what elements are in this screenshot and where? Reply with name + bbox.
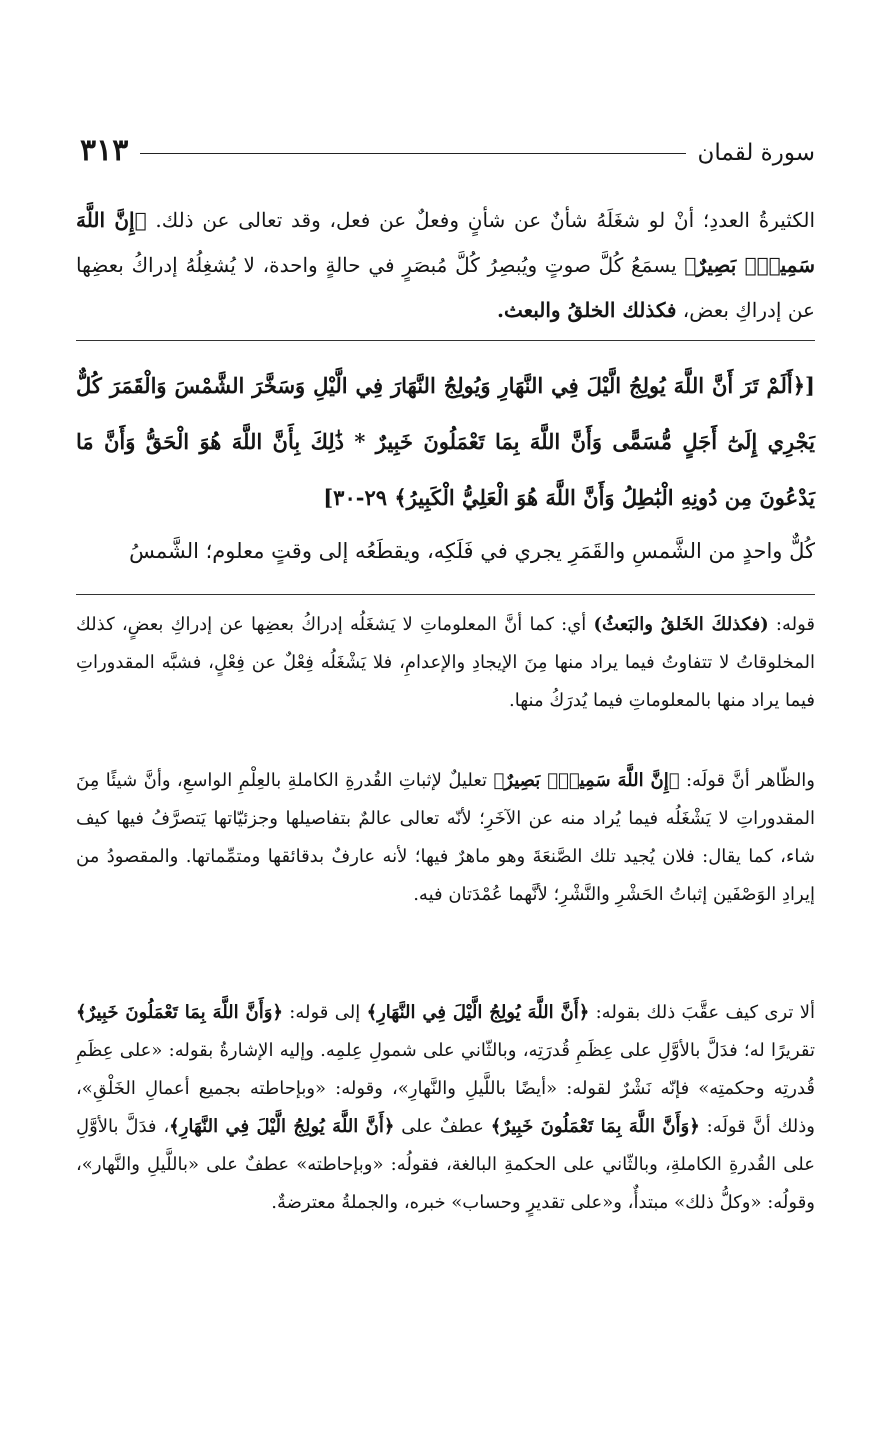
commentary-text: عطفٌ على <box>394 1116 491 1137</box>
main-continuation: كُلٌّ واحدٍ من الشَّمسِ والقَمَرِ يجري في فَلَكِه، ويقطَعُه إلى وقتٍ معلوم؛ الشَّمسُ <box>129 539 815 563</box>
quran-quote: ﴿إِنَّ اللَّهَ سَمِيعُۢ بَصِيرٌ﴾ <box>76 208 815 277</box>
commentary-text: أي: كما أنَّ المعلوماتِ لا يَشغَلُه إدراكُ بعضِها عن إدراكِ بعضٍ، كذلك المخلوقاتُ لا تتفاوتُ فيما يراد منها مِنَ الإيجادِ والإعدامِ، فلا يَشْغَلُه فِعْلٌ عن فِعْلٍ، فشبَّه المقدوراتِ فيما يراد منها بالمعلوماتِ فيما يُدرَكُ منها. <box>76 614 815 711</box>
main-paragraph <box>76 198 815 333</box>
commentary-paragraph <box>76 762 815 914</box>
commentary-text: إلى قوله: <box>282 1002 367 1023</box>
quran-quote: ﴿وَأَنَّ اللَّهَ بِمَا تَعْمَلُونَ خَبِيرٌ﴾ <box>490 1116 700 1137</box>
bold-phrase: فكذلك الخلقُ والبعث. <box>496 298 677 322</box>
commentary-text: قوله: <box>768 614 815 635</box>
quran-quote: ﴿وَأَنَّ اللَّهَ بِمَا تَعْمَلُونَ خَبِيرٌ﴾ <box>76 1002 283 1023</box>
bold-phrase: (فكذلكَ الخَلقُ والبَعثُ) <box>593 614 769 635</box>
commentary-text: تقريرًا له؛ فدَلَّ بالأوَّلِ على عِظَمِ قُدرَتِه، وبالثّاني على شمولِ عِلمِه. وإليه الإشارةُ بقوله: «على عِظَمِ قُدرتِه وحكمتِه» فإنّه نَشْرٌ لقوله: «أيضًا باللَّيلِ والنَّهارِ»، وقوله: «وبإحاطته بجميع أعمالِ الخَلْقِ»، وذلك أنَّ قولَه: <box>76 1040 815 1137</box>
main-text: الكثيرةُ العددِ؛ أنْ لو شغَلَهُ شأنٌ عن شأنٍ وفعلٌ عن فعل، وقد تعالى عن ذلك. <box>146 208 816 232</box>
footnote-divider <box>76 594 815 595</box>
page-number: ٣١٣ <box>80 133 129 168</box>
page-header <box>80 118 815 168</box>
commentary-text: والظّاهر أنَّ قولَه: <box>679 770 815 791</box>
verse-block: [﴿أَلَمْ تَرَ أَنَّ اللَّهَ يُولِجُ الَّيْلَ فِي النَّهَارِ وَيُولِجُ النَّهَارَ فِي الَّيْلِ وَسَخَّرَ الشَّمْسَ وَالْقَمَرَ كُلٌّ يَجْرِي إِلَىٰٓ أَجَلٍ مُّسَمًّى وَأَنَّ اللَّهَ بِمَا تَعْمَلُونَ خَبِيرٌ * ذَٰلِكَ بِأَنَّ اللَّهَ هُوَ الْحَقُّ وَأَنَّ مَا يَدْعُونَ مِن دُونِهِ الْبَٰطِلُ وَأَنَّ اللَّهَ هُوَ الْعَلِيُّ الْكَبِيرُ﴾ ٢٩-٣٠] <box>76 373 815 510</box>
surah-title: سورة لقمان <box>697 140 815 166</box>
commentary-text: تعليلٌ لإثباتِ القُدرةِ الكاملةِ بالعِلْمِ الواسعِ، وأنَّ شيئًا مِنَ المقدوراتِ لا يَشْغَلُه فيما يُراد منه عن الآخَرِ؛ لأنّه تعالى عالمٌ بتفاصيلها وجزئيّاتها يَتصرَّفُ فيها كيف شاء، كما يقال: فلان يُجيد تلك الصَّنعَةَ وهو ماهرٌ فيها؛ لأنه عارفٌ بدقائقها ومتمِّماتها. والمقصودُ من إيرادِ الوَصْفَين إثباتُ الحَشْرِ والنَّشْرِ؛ لأنَّهما عُمْدَتان فيه. <box>76 770 815 905</box>
quran-quote: ﴿أَنَّ اللَّهَ يُولِجُ الَّيْلَ فِي النَّهَارِ﴾ <box>169 1116 395 1137</box>
section-divider <box>76 340 815 341</box>
commentary-text: ، فدَلَّ بالأوَّلِ على القُدرةِ الكاملةِ، وبالثّاني على الحكمةِ البالغة، فقولُه: «وبإحاطته» عطفٌ على «باللَّيلِ والنَّهار»، وقولُه: «وكلُّ ذلك» مبتدأٌ، و«على تقديرٍ وحساب» خبره، والجملةُ معترضةٌ. <box>76 1116 815 1213</box>
commentary-text: ألا ترى كيف عقَّبَ ذلك بقوله: <box>589 1002 815 1023</box>
quran-quote: ﴿إِنَّ اللَّهَ سَمِيعُۢ بَصِيرٌ﴾ <box>493 770 680 791</box>
header-rule <box>140 153 685 154</box>
commentary-paragraph <box>76 606 815 720</box>
quran-quote: ﴿أَنَّ اللَّهَ يُولِجُ الَّيْلَ فِي النَّهَارِ﴾ <box>366 1002 590 1023</box>
commentary-paragraph <box>76 994 815 1222</box>
main-text: يسمَعُ كُلَّ صوتٍ ويُبصِرُ كُلَّ مُبصَرٍ في حالةٍ واحدة، لا يُشغِلُهُ إدراكُ بعضِها عن إدراكِ بعض، <box>76 253 815 322</box>
